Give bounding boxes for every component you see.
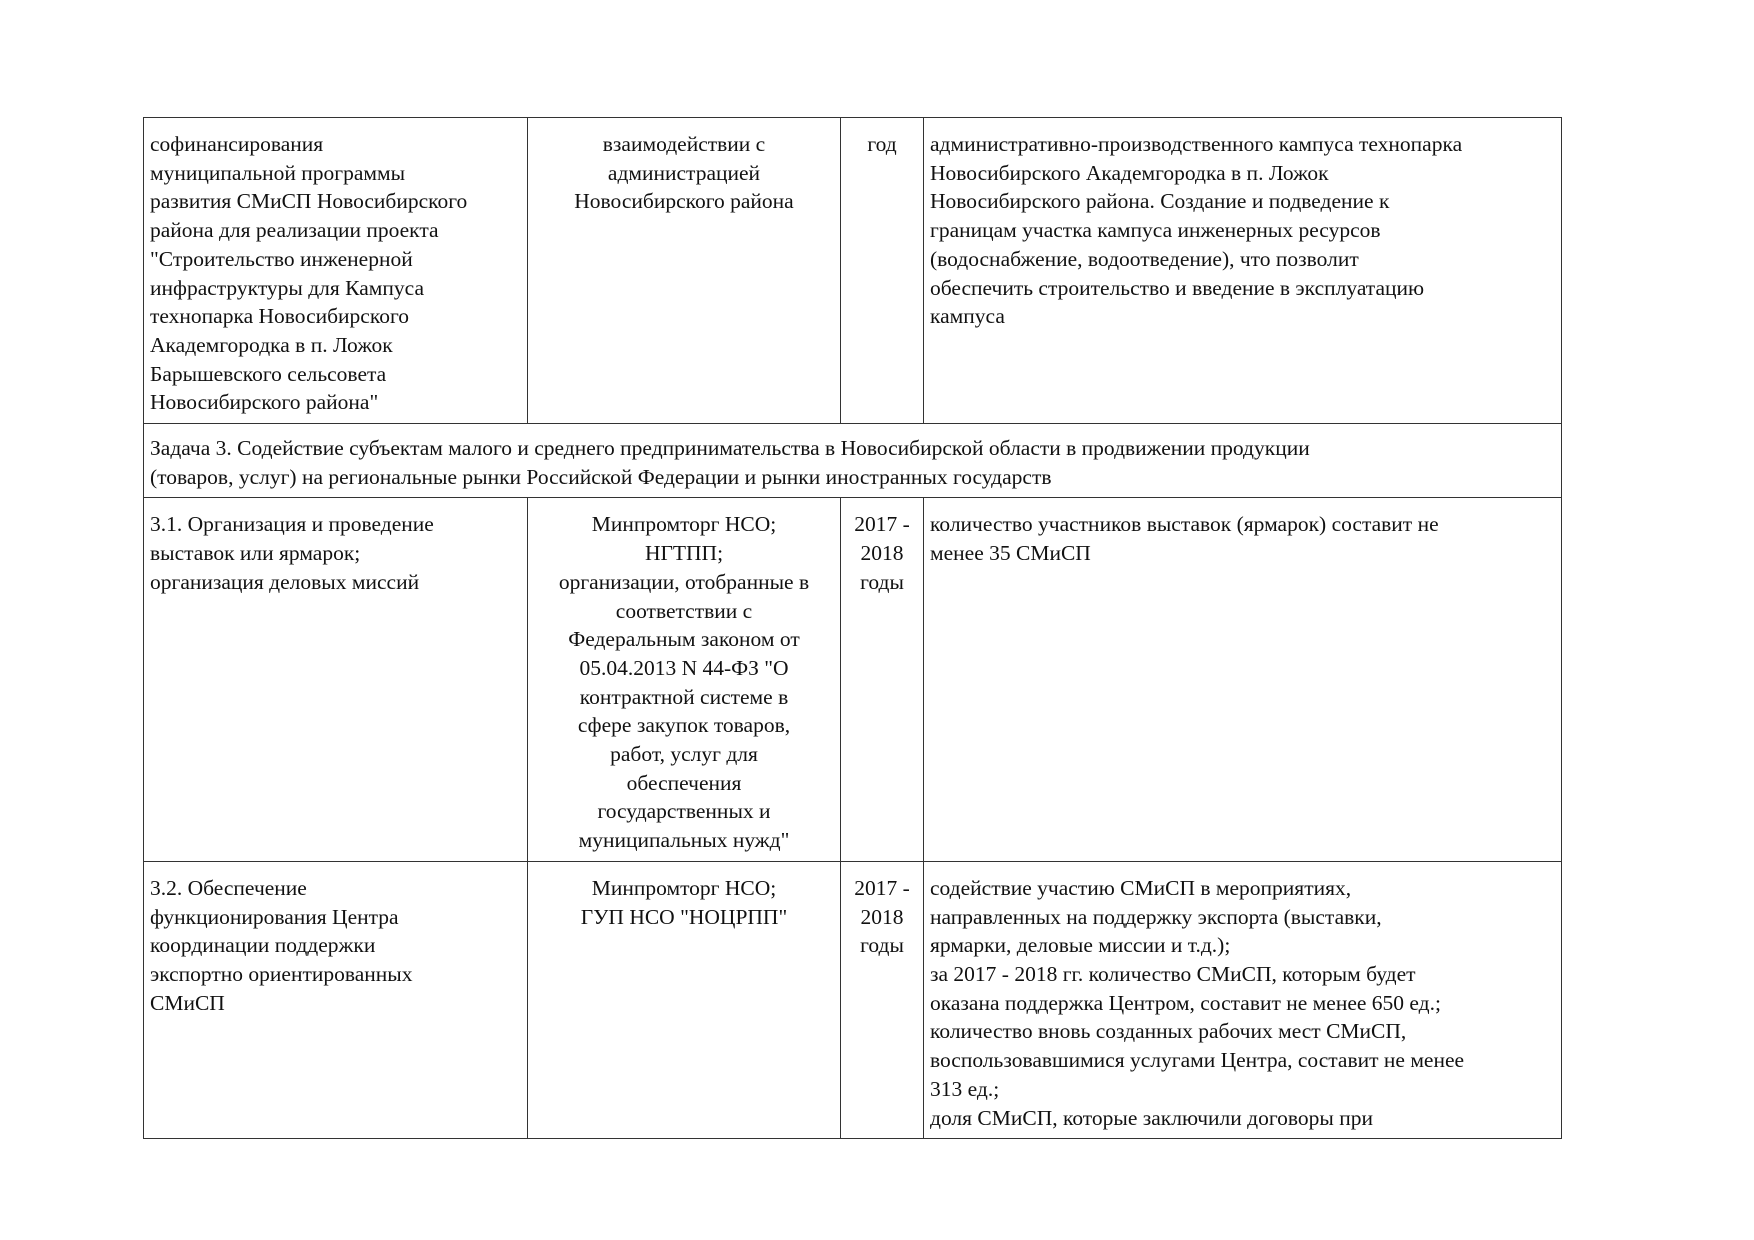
executor-cell: взаимодействии с администрацией Новосибирского района [528,118,841,424]
result-cell: количество участников выставок (ярмарок) составит не менее 35 СМиСП [924,498,1562,861]
table-row [144,118,1562,424]
period-cell: 2017 - 2018 годы [841,861,924,1138]
measure-cell: софинансирования муниципальной программы развития СМиСП Новосибирского района для реализации проекта "Строительство инженерной инфраструктуры для Кампуса технопарка Новосибирского Академгородка в п. Ложок Барышевского сельсовета Новосибирского района" [144,118,528,424]
executor-cell: Минпромторг НСО; НГТПП; организации, отобранные в соответствии с Федеральным законом от 05.04.2013 N 44-ФЗ "О контрактной системе в сфере закупок товаров, работ, услуг для обеспечения государственных и муниципальных нужд" [528,498,841,861]
result-cell: содействие участию СМиСП в мероприятиях, направленных на поддержку экспорта (выставки, ярмарки, деловые миссии и т.д.); за 2017 - 2018 гг. количество СМиСП, которым будет оказана поддержка Центром, составит не менее 650 ед.; количество вновь созданных рабочих мест СМиСП, воспользовавшимися услугами Центра, составит не менее 313 ед.; доля СМиСП, которые заключили договоры при [924,861,1562,1138]
program-table [143,117,1562,1139]
measure-cell: 3.1. Организация и проведение выставок или ярмарок; организация деловых миссий [144,498,528,861]
table-row [144,498,1562,861]
executor-cell: Минпромторг НСО; ГУП НСО "НОЦРПП" [528,861,841,1138]
period-cell: год [841,118,924,424]
task-heading: Задача 3. Содействие субъектам малого и среднего предпринимательства в Новосибирской области в продвижении продукции (товаров, услуг) на региональные рынки Российской Федерации и рынки иностранных государств [144,424,1562,498]
result-cell: административно-производственного кампуса технопарка Новосибирского Академгородка в п. Ложок Новосибирского района. Создание и подведение к границам участка кампуса инженерных ресурсов (водоснабжение, водоотведение), что позволит обеспечить строительство и введение в эксплуатацию кампуса [924,118,1562,424]
measure-cell: 3.2. Обеспечение функционирования Центра координации поддержки экспортно ориентированных СМиСП [144,861,528,1138]
task-row [144,424,1562,498]
table-row [144,861,1562,1138]
period-cell: 2017 - 2018 годы [841,498,924,861]
